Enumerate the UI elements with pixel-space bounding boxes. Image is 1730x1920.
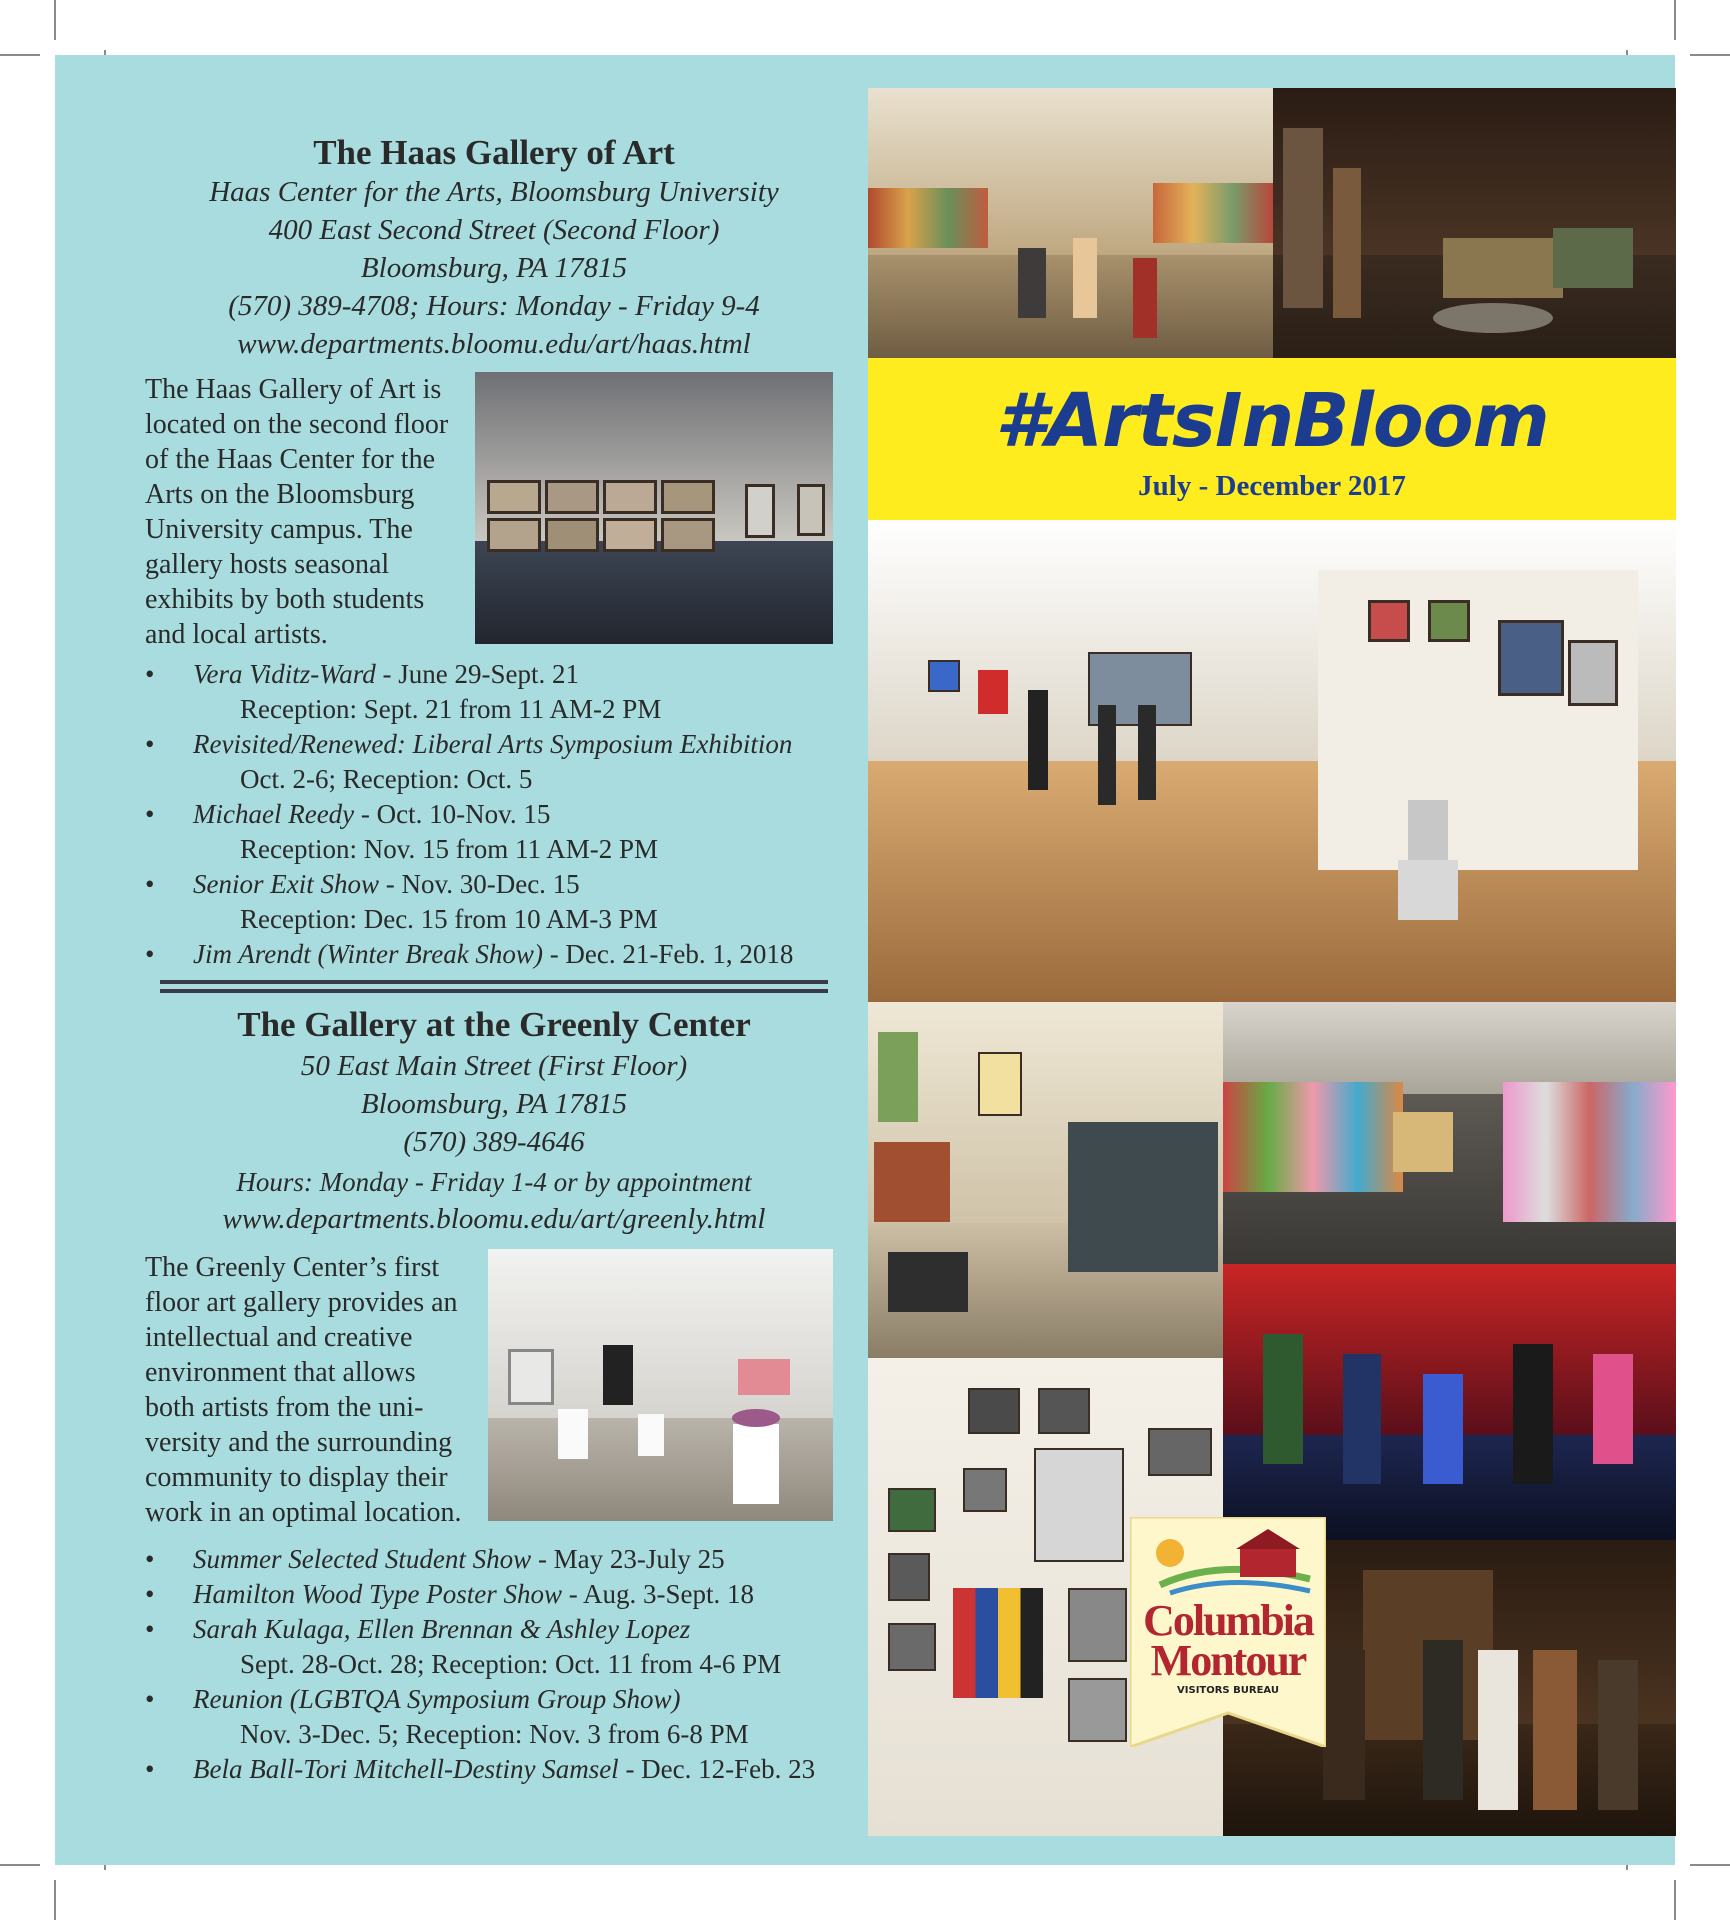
exhibit-title: Reunion (LGBTQA Symposium Group Show) bbox=[193, 1684, 681, 1714]
greenly-description bbox=[145, 1250, 462, 1530]
exhibit-title: Sarah Kulaga, Ellen Brennan & Ashley Lopez bbox=[193, 1614, 691, 1644]
exhibit-item bbox=[145, 657, 835, 727]
greenly-website: www.departments.bloomu.edu/art/greenly.html bbox=[222, 1203, 766, 1235]
banner-title: #ArtsInBloom bbox=[995, 378, 1549, 464]
exhibit-dates: - Aug. 3-Sept. 18 bbox=[562, 1579, 754, 1609]
theater-stage-photo bbox=[1273, 88, 1676, 358]
exhibit-dates: - May 23-July 25 bbox=[531, 1544, 725, 1574]
columbia-montour-logo bbox=[1130, 1517, 1326, 1747]
arts-in-bloom-banner bbox=[868, 358, 1676, 520]
children-audience-photo bbox=[1223, 1002, 1676, 1264]
exhibit-title: Vera Viditz-Ward bbox=[193, 659, 376, 689]
crop-mark bbox=[0, 1864, 40, 1866]
exhibit-item bbox=[145, 937, 835, 972]
gallery-corridor-photo bbox=[868, 88, 1273, 358]
crop-mark bbox=[1690, 54, 1730, 56]
exhibit-detail: Reception: Sept. 21 from 11 AM-2 PM bbox=[240, 694, 662, 724]
description-line: floor art gallery provides an bbox=[145, 1287, 458, 1318]
greenly-gallery-photo bbox=[488, 1249, 833, 1521]
exhibit-dates: - Nov. 30-Dec. 15 bbox=[378, 869, 580, 899]
exhibit-item bbox=[145, 797, 835, 867]
exhibit-detail: Oct. 2-6; Reception: Oct. 5 bbox=[240, 764, 533, 794]
dance-performance-photo bbox=[1223, 1264, 1676, 1540]
exhibit-item bbox=[145, 727, 835, 797]
description-line: work in an optimal location. bbox=[145, 1497, 462, 1528]
exhibit-title: Senior Exit Show bbox=[193, 869, 379, 899]
haas-title: The Haas Gallery of Art bbox=[313, 133, 675, 172]
haas-exhibit-list bbox=[145, 657, 835, 972]
haas-address-line: 400 East Second Street (Second Floor) bbox=[268, 214, 720, 246]
haas-address-line: Haas Center for the Arts, Bloomsburg University bbox=[209, 176, 779, 208]
crop-mark bbox=[1674, 0, 1676, 40]
exhibit-item bbox=[145, 1612, 845, 1682]
exhibit-detail: Sept. 28-Oct. 28; Reception: Oct. 11 from 4-6 PM bbox=[240, 1649, 782, 1679]
exhibit-detail: Nov. 3-Dec. 5; Reception: Nov. 3 from 6-8 PM bbox=[240, 1719, 749, 1749]
logo-visitors-bureau-text: VISITORS BUREAU bbox=[1177, 1685, 1279, 1696]
exhibit-dates: - Dec. 21-Feb. 1, 2018 bbox=[542, 939, 794, 969]
greenly-address-line: 50 East Main Street (First Floor) bbox=[300, 1050, 688, 1082]
description-line: community to display their bbox=[145, 1462, 448, 1493]
exhibit-item bbox=[145, 867, 835, 937]
greenly-exhibit-list bbox=[145, 1542, 845, 1787]
exhibit-dates: - June 29-Sept. 21 bbox=[375, 659, 579, 689]
exhibit-title: Revisited/Renewed: Liberal Arts Symposium Exhibition bbox=[193, 729, 793, 759]
description-line: versity and the surrounding bbox=[145, 1427, 453, 1458]
exhibit-dates: - Oct. 10-Nov. 15 bbox=[354, 799, 551, 829]
exhibit-title: Summer Selected Student Show bbox=[193, 1544, 532, 1574]
description-line: of the Haas Center for the bbox=[145, 444, 435, 475]
crop-mark bbox=[54, 0, 56, 40]
haas-address-line: Bloomsburg, PA 17815 bbox=[360, 252, 628, 284]
greenly-title: The Gallery at the Greenly Center bbox=[237, 1005, 751, 1044]
greenly-hours: Hours: Monday - Friday 1-4 or by appointment bbox=[236, 1167, 752, 1197]
haas-gallery-photo bbox=[475, 372, 833, 644]
exhibit-detail: Reception: Dec. 15 from 10 AM-3 PM bbox=[240, 904, 658, 934]
exhibit-item bbox=[145, 1577, 845, 1612]
description-line: The Haas Gallery of Art is bbox=[145, 374, 442, 405]
exhibit-title: Jim Arendt (Winter Break Show) bbox=[193, 939, 543, 969]
haas-hours: (570) 389-4708; Hours: Monday - Friday 9-4 bbox=[228, 290, 760, 322]
exhibit-detail: Reception: Nov. 15 from 11 AM-2 PM bbox=[240, 834, 658, 864]
description-line: located on the second floor bbox=[145, 409, 449, 440]
exhibit-title: Hamilton Wood Type Poster Show bbox=[193, 1579, 562, 1609]
greenly-phone: (570) 389-4646 bbox=[403, 1126, 585, 1158]
exhibit-title: Michael Reedy bbox=[193, 799, 355, 829]
description-line: and local artists. bbox=[145, 619, 328, 650]
description-line: gallery hosts seasonal bbox=[145, 549, 390, 580]
exhibit-item bbox=[145, 1542, 845, 1577]
logo-montour-text: Montour bbox=[1150, 1636, 1306, 1685]
description-line: Arts on the Bloomsburg bbox=[145, 479, 415, 510]
crop-mark bbox=[54, 1880, 56, 1920]
gallery-shop-photo bbox=[868, 1002, 1223, 1358]
exhibit-item bbox=[145, 1752, 845, 1787]
banner-subtitle: July - December 2017 bbox=[1138, 470, 1406, 502]
crop-mark bbox=[0, 54, 40, 56]
description-line: environment that allows bbox=[145, 1357, 416, 1388]
description-line: both artists from the uni- bbox=[145, 1392, 424, 1423]
greenly-address-line: Bloomsburg, PA 17815 bbox=[360, 1088, 628, 1120]
description-line: The Greenly Center’s first bbox=[145, 1252, 440, 1283]
haas-website: www.departments.bloomu.edu/art/haas.html bbox=[237, 328, 751, 360]
description-line: University campus. The bbox=[145, 514, 413, 545]
crop-mark bbox=[1690, 1864, 1730, 1866]
exhibit-title: Bela Ball-Tori Mitchell-Destiny Samsel bbox=[193, 1754, 619, 1784]
haas-description bbox=[145, 372, 448, 652]
description-line: exhibits by both students bbox=[145, 584, 425, 615]
description-line: intellectual and creative bbox=[145, 1322, 413, 1353]
logo-columbia-text: Columbia bbox=[1143, 1596, 1313, 1645]
crop-mark bbox=[1674, 1880, 1676, 1920]
section-divider bbox=[160, 989, 828, 993]
exhibit-dates: - Dec. 12-Feb. 23 bbox=[618, 1754, 816, 1784]
section-divider bbox=[160, 980, 828, 984]
gallery-installation-photo bbox=[868, 520, 1676, 1002]
exhibit-item bbox=[145, 1682, 845, 1752]
